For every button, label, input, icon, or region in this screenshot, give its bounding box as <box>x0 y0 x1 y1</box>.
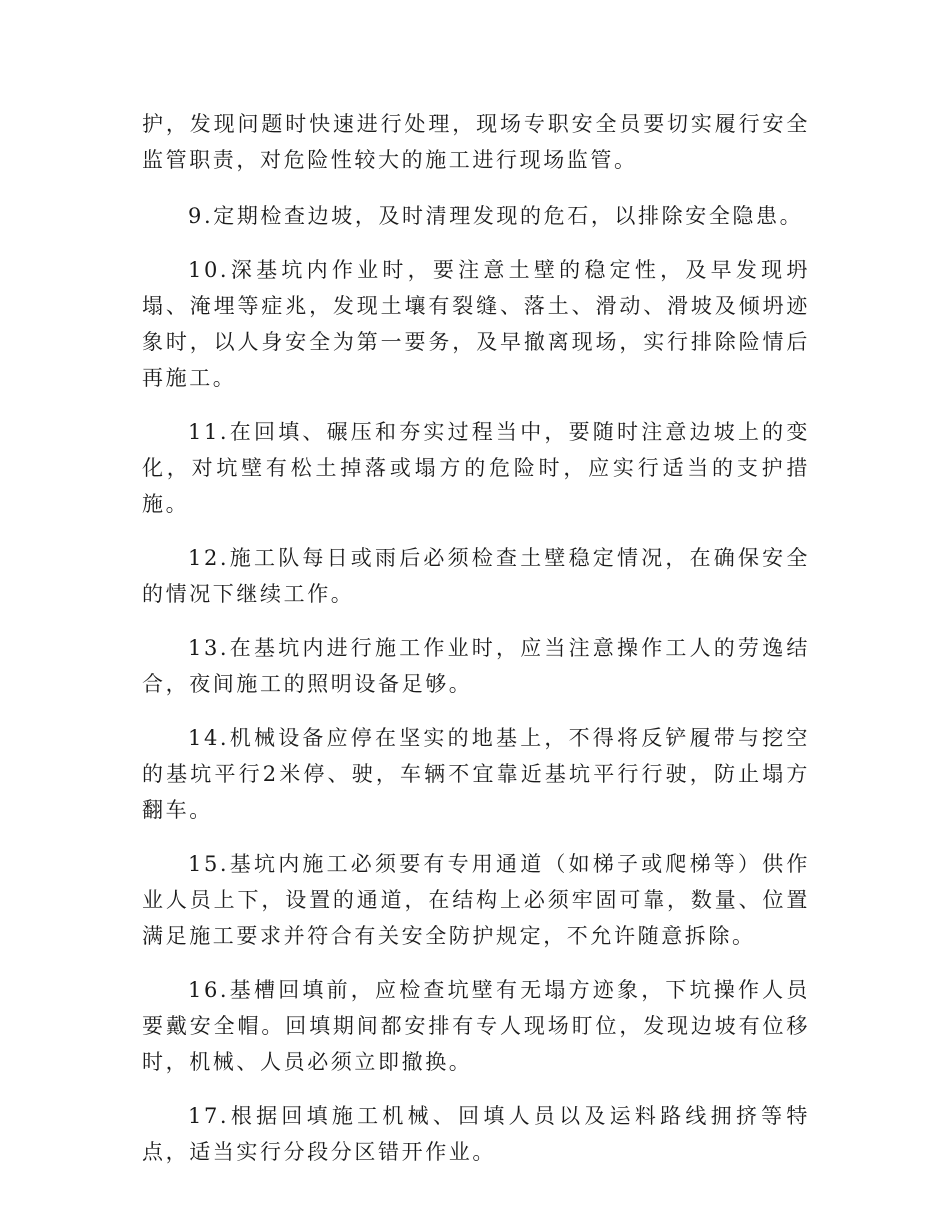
paragraph-item-16: 16.基槽回填前，应检查坑壁有无塌方迹象，下坑操作人员要戴安全帽。回填期间都安排有专人现场盯位，发现边坡有位移时，机械、人员必须立即撤换。 <box>142 978 810 1074</box>
paragraph-item-14: 14.机械设备应停在坚实的地基上，不得将反铲履带与挖空的基坑平行2米停、驶，车辆不宜靠近基坑平行行驶，防止塌方翻车。 <box>142 726 810 822</box>
paragraph-continuation: 护，发现问题时快速进行处理，现场专职安全员要切实履行安全监管职责，对危险性较大的施工进行现场监管。 <box>142 112 810 172</box>
paragraph-item-9: 9.定期检查边坡，及时清理发现的危石，以排除安全隐患。 <box>188 204 804 228</box>
paragraph-item-13: 13.在基坑内进行施工作业时，应当注意操作工人的劳逸结合，夜间施工的照明设备足够。 <box>142 636 810 696</box>
paragraph-item-17: 17.根据回填施工机械、回填人员以及运料路线拥挤等特点，适当实行分段分区错开作业。 <box>142 1104 810 1164</box>
paragraph-item-12: 12.施工队每日或雨后必须检查土壁稳定情况，在确保安全的情况下继续工作。 <box>142 546 810 606</box>
paragraph-item-11: 11.在回填、碾压和夯实过程当中，要随时注意边坡上的变化，对坑壁有松土掉落或塌方的危险时，应实行适当的支护措施。 <box>142 420 810 516</box>
paragraph-item-15: 15.基坑内施工必须要有专用通道（如梯子或爬梯等）供作业人员上下，设置的通道，在结构上必须牢固可靠，数量、位置满足施工要求并符合有关安全防护规定，不允许随意拆除。 <box>142 852 810 948</box>
paragraph-item-10: 10.深基坑内作业时，要注意土壁的稳定性，及早发现坍塌、淹埋等症兆，发现土壤有裂缝、落土、滑动、滑坡及倾坍迹象时，以人身安全为第一要务，及早撤离现场，实行排除险情后再施工。 <box>142 258 810 390</box>
